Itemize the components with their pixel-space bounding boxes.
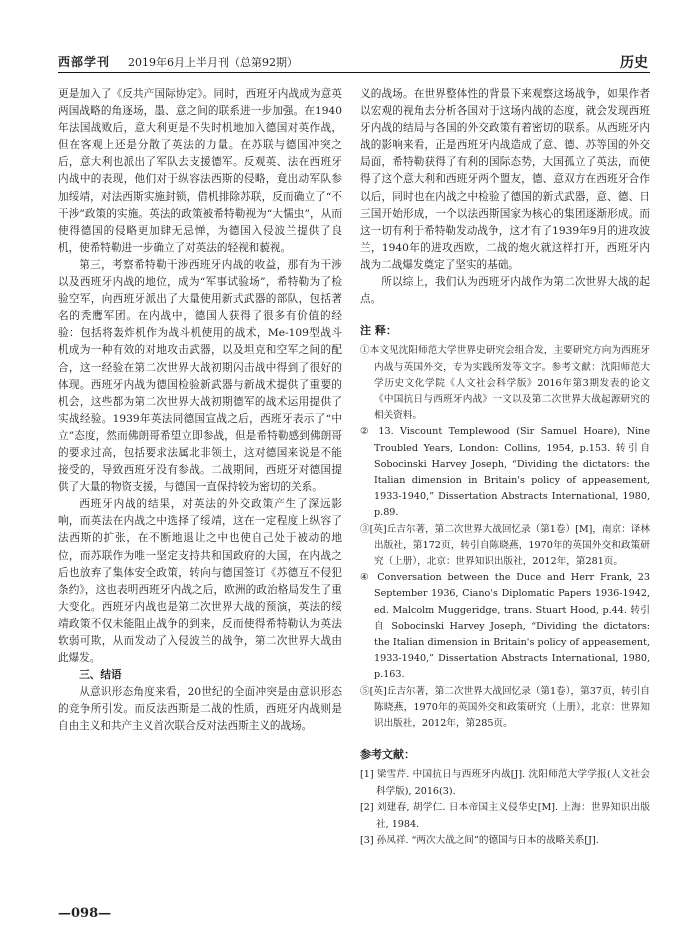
- body-paragraph: 更是加入了《反共产国际协定》。同时，西班牙内战成为意英两国战略的角逐场，墨、意之间的联系进一步加强。在1940年法国战败后，意大利更是不失时机地加入德国对英作战，但在客观上还是分散了英法的力量。在苏联与德国冲突之后，意大利也派出了军队去支援德军。反观英、法在西班牙内战中的表现，他们对于纵容法西斯的侵略，竟出动军队参加绥靖，对法西斯实施封锁，借机排除苏联，反而确立了“不干涉”政策的实施。英法的政策被希特勒视为“大懦虫”，从而使得德国的侵略更加肆无忌惮，为德国入侵波兰提供了良机，使希特勒进一步确立了对英法的轻视和藐视。: [58, 88, 342, 254]
- body-paragraph: 义的战场。在世界整体性的背景下来观察这场战争，如果作者以宏观的视角去分析各国对于这场内战的态度，就会发现西班牙内战的结局与各国的外交政策有着密切的联系。从西班牙内战的影响来看，正是西班牙内战造成了意、德、苏等国的外交局面，希特勒获得了有利的国际态势，大国孤立了英法，而使得了这个意大利和西班牙两个盟友，德、意双方在西班牙合作以后，同时也在内战之中检验了德国的新式武器，意、德、日三国开始形成，一个以法西斯国家为核心的集团逐渐形成。而这一切有利于希特勒发动战争，这才有了1939年9月的进攻波兰，1940年的进攻西欧，二战的炮火就这样打开，西班牙内战为二战爆发奠定了坚实的基础。: [360, 88, 650, 271]
- right-column: [360, 86, 650, 849]
- reference-item: [3] 孙凤祥. “两次大战之间”的德国与日本的战略关系[J].: [360, 834, 599, 846]
- issue-info: 2019年6月上半月刊（总第92期）: [128, 56, 298, 69]
- page-number: —098—: [58, 906, 112, 921]
- left-column: [58, 86, 342, 736]
- notes-heading: 注 释：: [360, 324, 397, 338]
- body-paragraph: 所以综上，我们认为西班牙内战作为第二次世界大战的起点。: [360, 276, 650, 306]
- section-title: 历史: [620, 55, 648, 71]
- section-heading: 三、结语: [79, 669, 122, 682]
- reference-item: [1] 梁雪芹. 中国抗日与西班牙内战[J]. 沈阳师范大学学报(人文社会科学版), 2016(3).: [360, 769, 650, 797]
- reference-item: [2] 刘建春, 胡学仁. 日本帝国主义侵华史[M]. 上海：世界知识出版社, 1984.: [360, 802, 650, 830]
- footnote: ③[英]丘吉尔著，第二次世界大战回忆录（第1卷）[M]，南京：译林出版社，第172页，转引自陈晓燕，1970年的英国外交和政策研究（上册），北京：世界知识出版社，2012年，第281页。: [360, 523, 650, 567]
- body-paragraph: 第三，考察希特勒干涉西班牙内战的收益，那有为干涉以及西班牙内战的地位，成为“军事试验场”，希特勒为了检验空军，向西班牙派出了大量使用新式武器的部队，包括著名的秃鹰军团。在内战中，德国人获得了很多有价值的经验：包括将轰炸机作为战斗机使用的战术，Me-109型战斗机成为一种有效的对地攻击武器，以及坦克和空军之间的配合，这一经验在第二次世界大战初期闪击战中得到了很好的体现。西班牙内战为德国检验新武器与新战术提供了重要的机会，这些都为第二次世界大战初期德军的战术运用提供了实战经验。1939年英法同德国宣战之后，西班牙表示了“中立”态度，然而佛朗哥希望立即参战，但是希特勒感到佛朗哥的要求过高，包括要求法属北非领土，这对德国来说是不能接受的，导致西班牙没有参战。二战期间，西班牙对德国提供了大量的物资支援，与德国一直保持较为密切的关系。: [58, 258, 342, 494]
- body-paragraph: 西班牙内战的结果，对英法的外交政策产生了深远影响，而英法在内战之中选择了绥靖，这在一定程度上纵容了法西斯的扩张，在不断地退让之中也使自己处于被动的地位，而苏联作为唯一坚定支持共和国政府的大国，在内战之后也放弃了集体安全政策，转向与德国签订《苏德互不侵犯条约》，这也表明西班牙内战之后，欧洲的政治格局发生了重大变化。西班牙内战也是第二次世界大战的预演，英法的绥靖政策不仅未能阻止战争的到来，反而使得希特勒认为英法软弱可欺，从而发动了入侵波兰的战争，第二次世界大战由此爆发。: [58, 498, 342, 665]
- footnote: ④ Conversation between the Duce and Herr Frank, 23 September 1936, Ciano's Diplomatic Papers 1936-1942, ed. Malcolm Muggeridge, trans. Stuart Hood, p.44. 转引自 Sobocinski Harvey Joseph, “Dividing the dictators: the Italian dimension in Britain's policy of appeasement, 1933-1940,” Dissertation Abstracts International, 1980, p.163.: [360, 572, 650, 681]
- references-heading: 参考文献：: [360, 748, 415, 762]
- page-header: [58, 50, 650, 73]
- body-paragraph: 从意识形态角度来看，20世纪的全面冲突是由意识形态的竞争所引发。而反法西斯是二战的性质，西班牙内战则是自由主义和共产主义首次联合反对法西斯主义的战场。: [58, 686, 342, 733]
- footnote: ①本文见沈阳师范大学世界史研究会组合发，主要研究方向为西班牙内战与英国外交，专为实践所发等文字。参考文献：沈阳师范大学历史文化学院《人文社会科学版》2016年第3期发表的论文《中国抗日与西班牙内战》一文以及第二次世界大战起源研究的相关资料。: [360, 345, 650, 422]
- journal-title: 西部学刊: [58, 55, 111, 69]
- footnote: ⑤[英]丘吉尔著，第二次世界大战回忆录（第1卷），第37页，转引自陈晓燕，1970年的英国外交和政策研究（上册），北京：世界知识出版社，2012年，第285页。: [360, 685, 650, 729]
- footnote: ② 13. Viscount Templewood (Sir Samuel Hoare), Nine Troubled Years, London: Collins, 1954, p.153. 转引自 Sobocinski Harvey Joseph, “Dividing the dictators: the Italian dimension in Britain's policy of appeasement, 1933-1940,” Dissertation Abstracts International, 1980, p.89.: [360, 426, 650, 519]
